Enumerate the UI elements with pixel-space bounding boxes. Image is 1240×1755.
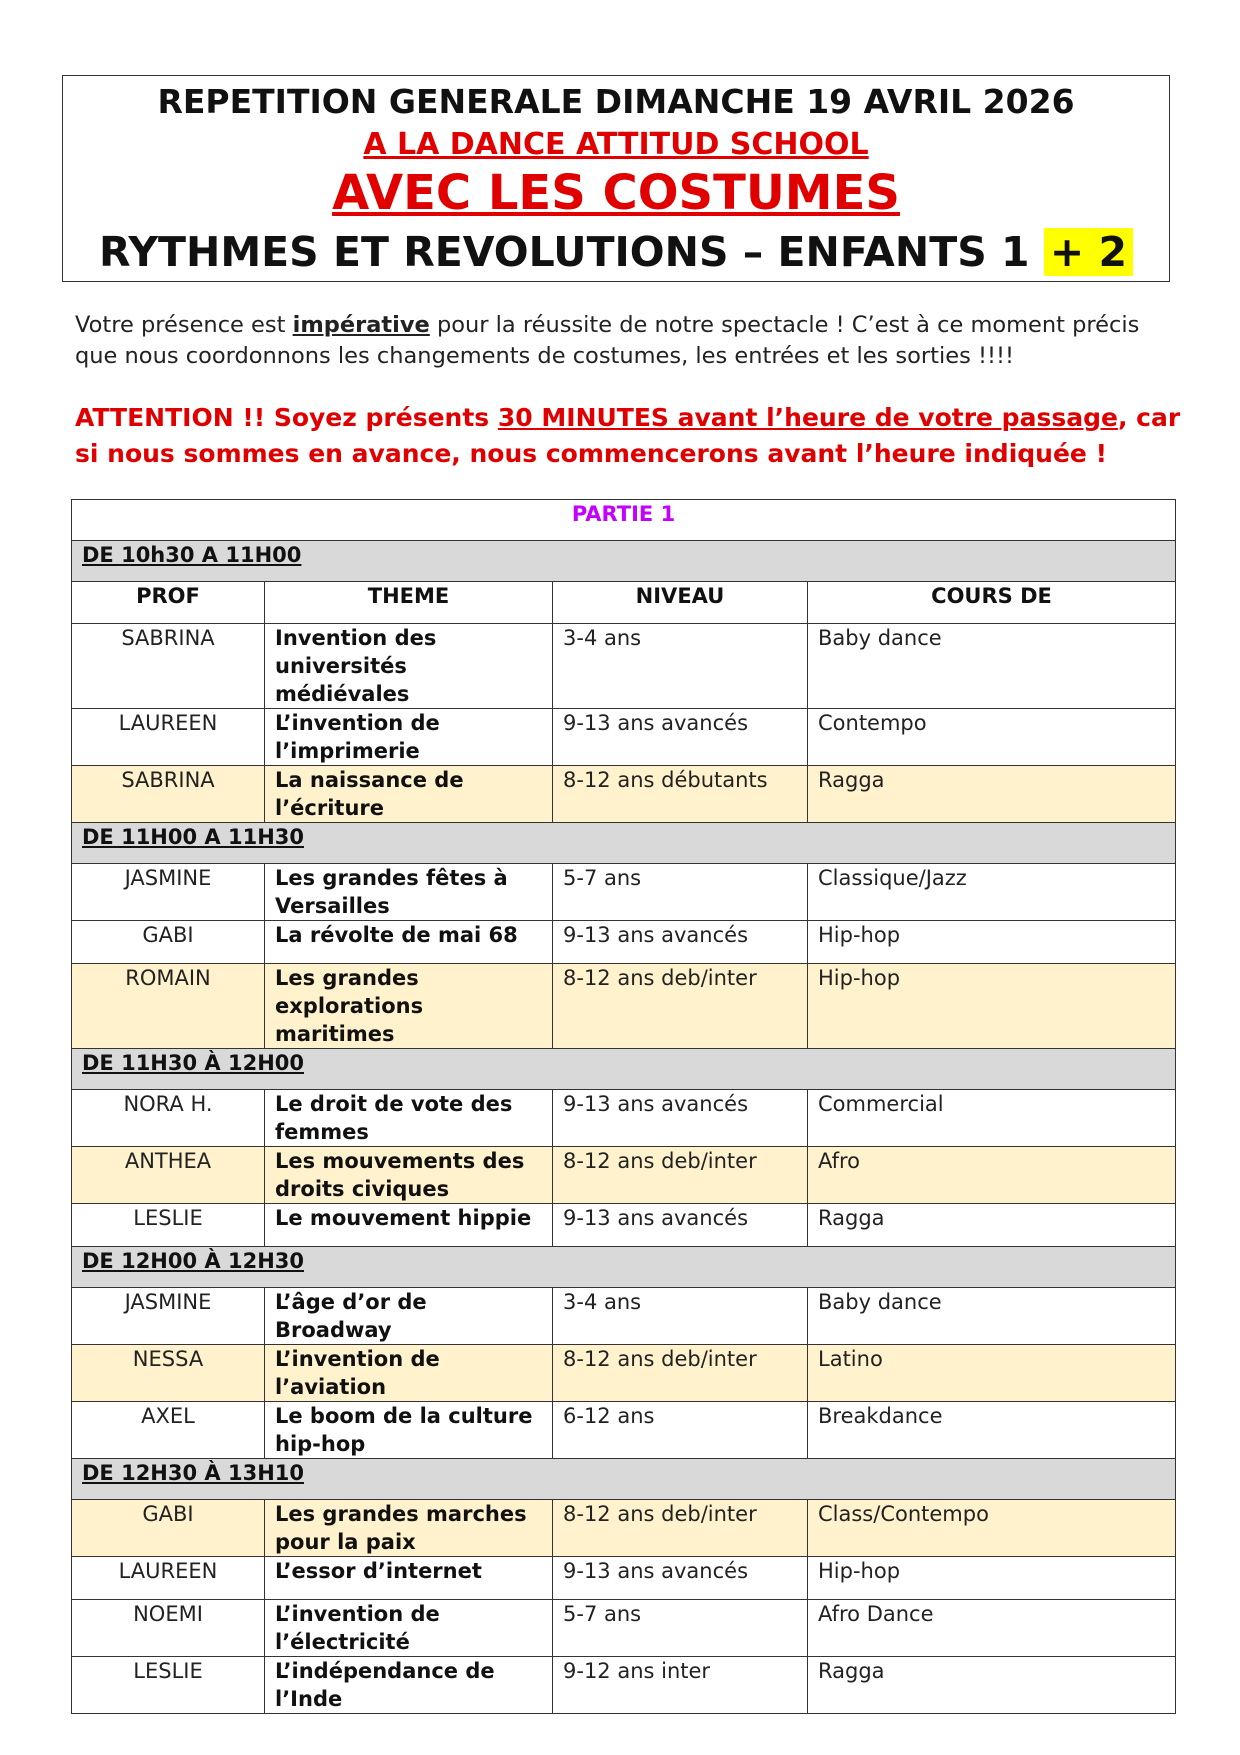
cell-cours: Afro	[808, 1147, 1176, 1204]
intro-before: Votre présence est	[75, 312, 286, 338]
cell-prof: SABRINA	[72, 766, 265, 823]
cell-prof: JASMINE	[72, 864, 265, 921]
col-header-cours: COURS DE	[808, 582, 1176, 624]
table-row	[72, 1657, 1176, 1714]
title-line-1: REPETITION GENERALE DIMANCHE 19 AVRIL 2026	[157, 82, 1075, 121]
warning-paragraph	[75, 400, 1185, 472]
cell-prof: ANTHEA	[72, 1147, 265, 1204]
col-header-theme: THEME	[265, 582, 553, 624]
cell-theme: Invention des universités médiévales	[265, 624, 553, 709]
time-slot-row	[72, 823, 1176, 864]
title-line-4	[63, 228, 1169, 276]
cell-niveau: 8-12 ans deb/inter	[553, 1500, 808, 1557]
cell-theme: La révolte de mai 68	[265, 921, 553, 964]
time-slot-row	[72, 541, 1176, 582]
cell-niveau: 9-13 ans avancés	[553, 921, 808, 964]
partie-title: PARTIE 1	[72, 500, 1176, 541]
cell-cours: Baby dance	[808, 1288, 1176, 1345]
cell-theme: Le boom de la culture hip-hop	[265, 1402, 553, 1459]
cell-cours: Ragga	[808, 1204, 1176, 1247]
table-row	[72, 1147, 1176, 1204]
cell-prof: JASMINE	[72, 1288, 265, 1345]
table-row	[72, 709, 1176, 766]
partie-row	[72, 500, 1176, 541]
cell-cours: Class/Contempo	[808, 1500, 1176, 1557]
table-row	[72, 1557, 1176, 1600]
cell-niveau: 5-7 ans	[553, 1600, 808, 1657]
cell-niveau: 8-12 ans deb/inter	[553, 964, 808, 1049]
cell-prof: NORA H.	[72, 1090, 265, 1147]
cell-niveau: 8-12 ans deb/inter	[553, 1345, 808, 1402]
table-row	[72, 864, 1176, 921]
intro-after: pour la réussite de notre spectacle ! C’est à ce moment précis que nous coordonnons les changements de costumes, les entrées et les sorties !!!!	[75, 312, 1140, 369]
warning-after: , car si nous sommes en avance, nous commencerons avant l’heure indiquée !	[75, 403, 1181, 468]
cell-niveau: 6-12 ans	[553, 1402, 808, 1459]
cell-theme: L’indépendance de l’Inde	[265, 1657, 553, 1714]
warning-emphasis: 30 MINUTES avant l’heure de votre passage	[497, 403, 1118, 432]
cell-prof: LAUREEN	[72, 709, 265, 766]
cell-theme: Les mouvements des droits civiques	[265, 1147, 553, 1204]
cell-prof: NESSA	[72, 1345, 265, 1402]
table-row	[72, 624, 1176, 709]
cell-prof: ROMAIN	[72, 964, 265, 1049]
cell-prof: SABRINA	[72, 624, 265, 709]
title-line-3: AVEC LES COSTUMES	[332, 165, 900, 221]
cell-theme: Les grandes marches pour la paix	[265, 1500, 553, 1557]
cell-niveau: 9-13 ans avancés	[553, 1557, 808, 1600]
time-slot-row	[72, 1459, 1176, 1500]
cell-prof: LESLIE	[72, 1204, 265, 1247]
cell-theme: Les grandes fêtes à Versailles	[265, 864, 553, 921]
cell-niveau: 9-13 ans avancés	[553, 1090, 808, 1147]
cell-cours: Ragga	[808, 766, 1176, 823]
cell-cours: Hip-hop	[808, 921, 1176, 964]
cell-prof: NOEMI	[72, 1600, 265, 1657]
cell-theme: L’invention de l’électricité	[265, 1600, 553, 1657]
cell-theme: L’essor d’internet	[265, 1557, 553, 1600]
cell-cours: Contempo	[808, 709, 1176, 766]
table-row	[72, 921, 1176, 964]
table-row	[72, 1288, 1176, 1345]
cell-theme: L’âge d’or de Broadway	[265, 1288, 553, 1345]
cell-theme: L’invention de l’imprimerie	[265, 709, 553, 766]
table-row	[72, 1090, 1176, 1147]
cell-cours: Latino	[808, 1345, 1176, 1402]
table-row	[72, 1600, 1176, 1657]
cell-niveau: 8-12 ans débutants	[553, 766, 808, 823]
cell-prof: AXEL	[72, 1402, 265, 1459]
table-row	[72, 1204, 1176, 1247]
cell-theme: Le droit de vote des femmes	[265, 1090, 553, 1147]
col-header-niveau: NIVEAU	[553, 582, 808, 624]
cell-niveau: 3-4 ans	[553, 1288, 808, 1345]
cell-cours: Ragga	[808, 1657, 1176, 1714]
cell-niveau: 3-4 ans	[553, 624, 808, 709]
cell-cours: Hip-hop	[808, 964, 1176, 1049]
title-box	[62, 75, 1170, 282]
col-header-prof: PROF	[72, 582, 265, 624]
time-slot-row	[72, 1049, 1176, 1090]
cell-cours: Breakdance	[808, 1402, 1176, 1459]
table-row	[72, 1500, 1176, 1557]
cell-prof: GABI	[72, 1500, 265, 1557]
time-slot-label: DE 12H00 À 12H30	[72, 1247, 1176, 1288]
cell-theme: La naissance de l’écriture	[265, 766, 553, 823]
title-line-2: A LA DANCE ATTITUD SCHOOL	[363, 127, 869, 162]
time-slot-row	[72, 1247, 1176, 1288]
cell-cours: Classique/Jazz	[808, 864, 1176, 921]
title-line-4-main: RYTHMES ET REVOLUTIONS – ENFANTS 1	[99, 228, 1030, 276]
time-slot-label: DE 11H30 À 12H00	[72, 1049, 1176, 1090]
table-row	[72, 1345, 1176, 1402]
cell-prof: LESLIE	[72, 1657, 265, 1714]
table-row	[72, 1402, 1176, 1459]
cell-niveau: 9-13 ans avancés	[553, 709, 808, 766]
title-highlight: + 2	[1044, 228, 1133, 276]
table-row	[72, 766, 1176, 823]
cell-cours: Commercial	[808, 1090, 1176, 1147]
time-slot-label: DE 12H30 À 13H10	[72, 1459, 1176, 1500]
cell-niveau: 5-7 ans	[553, 864, 808, 921]
cell-theme: Les grandes explorations maritimes	[265, 964, 553, 1049]
schedule-table	[71, 499, 1176, 1714]
column-header-row	[72, 582, 1176, 624]
cell-niveau: 9-13 ans avancés	[553, 1204, 808, 1247]
warning-before: ATTENTION !! Soyez présents	[75, 403, 490, 432]
cell-cours: Baby dance	[808, 624, 1176, 709]
table-row	[72, 964, 1176, 1049]
intro-paragraph	[75, 310, 1175, 372]
cell-cours: Afro Dance	[808, 1600, 1176, 1657]
cell-niveau: 9-12 ans inter	[553, 1657, 808, 1714]
cell-niveau: 8-12 ans deb/inter	[553, 1147, 808, 1204]
cell-theme: L’invention de l’aviation	[265, 1345, 553, 1402]
cell-theme: Le mouvement hippie	[265, 1204, 553, 1247]
cell-prof: GABI	[72, 921, 265, 964]
time-slot-label: DE 11H00 A 11H30	[72, 823, 1176, 864]
cell-prof: LAUREEN	[72, 1557, 265, 1600]
intro-emphasis: impérative	[292, 312, 430, 338]
time-slot-label: DE 10h30 A 11H00	[72, 541, 1176, 582]
cell-cours: Hip-hop	[808, 1557, 1176, 1600]
